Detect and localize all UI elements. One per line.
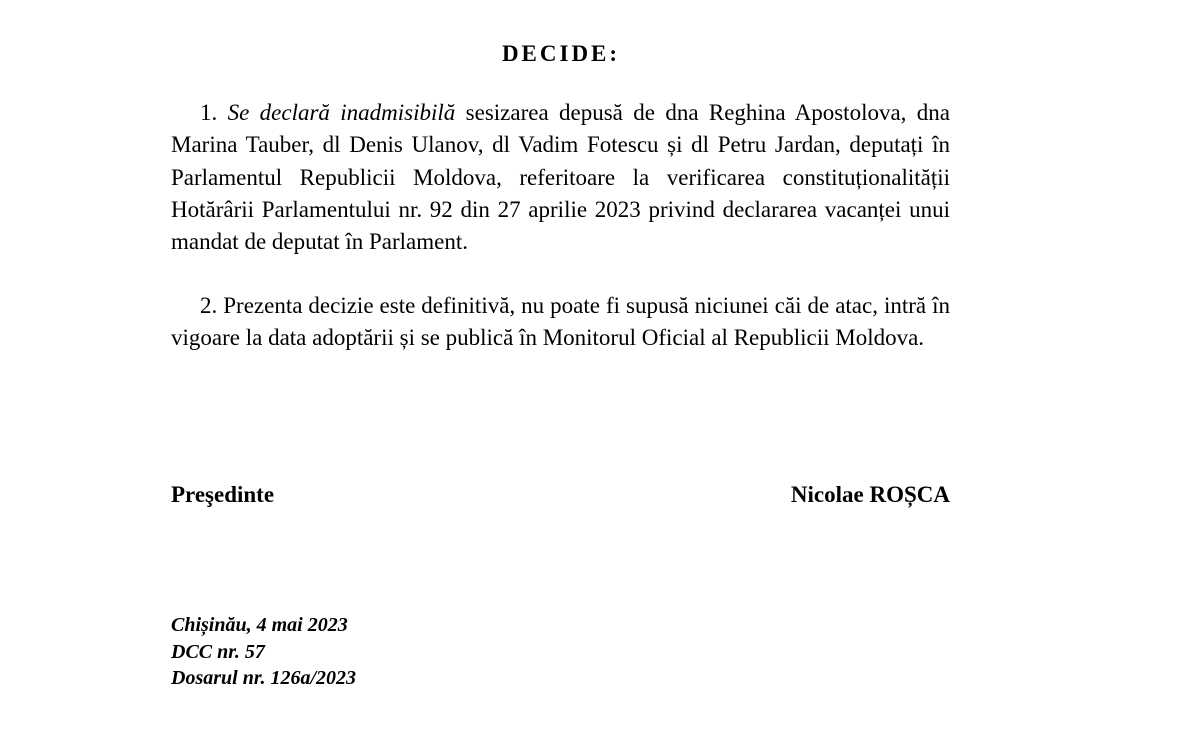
document-footer — [171, 612, 356, 692]
paragraph-1-emphasis: Se declară inadmisibilă — [227, 100, 456, 125]
paragraph-1-text: sesizarea depusă de dna Reghina Apostolova, dna Marina Tauber, dl Denis Ulanov, dl Vadim Fotescu și dl Petru Jardan, deputați în Parlamentul Republicii Moldova, referitoare la verificarea constituționalității Hotărârii Parlamentului nr. 92 din 27 aprilie 2023 privind declararea vacanței unui mandat de deputat în Parlament. — [171, 100, 950, 255]
paragraph-2-number: 2. — [200, 293, 218, 318]
footer-place-date: Chișinău, 4 mai 2023 — [171, 614, 348, 636]
paragraph-2-text: Prezenta decizie este definitivă, nu poate fi supusă niciunei căi de atac, intră în vigoare la data adoptării și se publică în Monitorul Oficial al Republicii Moldova. — [171, 293, 950, 351]
document-heading: DECIDE: — [501, 41, 621, 66]
signatory-name: Nicolae ROȘCA — [790, 482, 950, 507]
paragraph-1-number: 1. — [200, 100, 218, 125]
signatory-title: Preşedinte — [171, 482, 275, 507]
decision-paragraph-1 — [171, 97, 950, 258]
decision-paragraph-2 — [171, 290, 950, 355]
footer-decision-number: DCC nr. 57 — [171, 640, 265, 663]
footer-file-number: Dosarul nr. 126a/2023 — [171, 667, 357, 689]
